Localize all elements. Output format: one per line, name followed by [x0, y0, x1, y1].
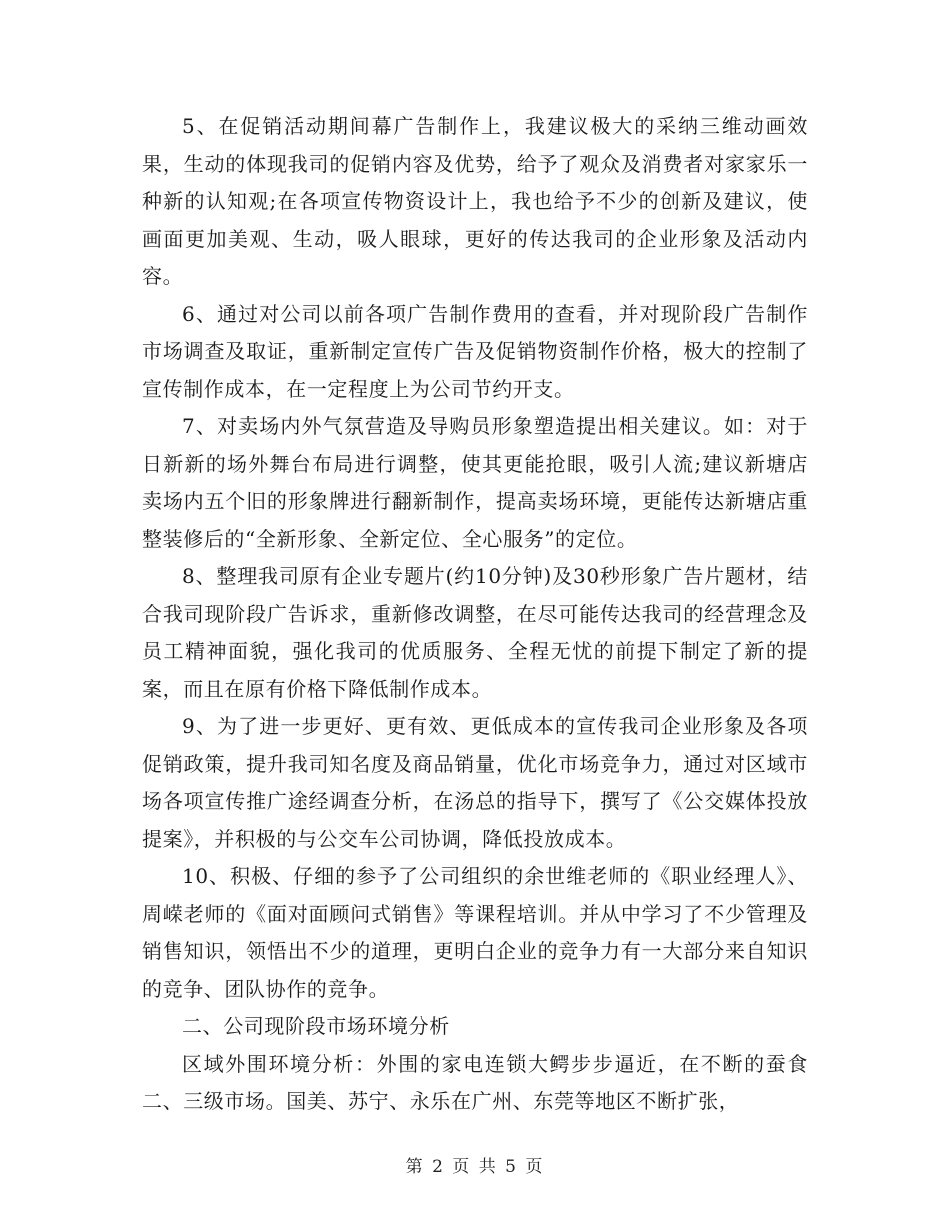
paragraph-market-analysis: 区域外围环境分析：外围的家电连锁大鳄步步逼近，在不断的蚕食二、三级市场。国美、苏宁、永乐在广州、东莞等地区不断扩张， [142, 1051, 808, 1113]
paragraph-item-5: 5、在促销活动期间幕广告制作上，我建议极大的采纳三维动画效果，生动的体现我司的促销内容及优势，给予了观众及消费者对家家乐一种新的认知观;在各项宣传物资设计上，我也给予不少的创新及建议，使画面更加美观、生动，吸人眼球，更好的传达我司的企业形象及活动内容。 [142, 114, 808, 288]
section-heading: 二、公司现阶段市场环境分析 [182, 1014, 450, 1038]
document-body [142, 108, 808, 1121]
paragraph-item-8: 8、整理我司原有企业专题片(约10分钟)及30秒形象广告片题材，结合我司现阶段广告诉求，重新修改调整，在尽可能传达我司的经营理念及员工精神面貌，强化我司的优质服务、全程无忧的前提下制定了新的提案，而且在原有价格下降低制作成本。 [142, 564, 808, 701]
page-number-footer: 第 2 页 共 5 页 [405, 1157, 545, 1177]
paragraph-item-6: 6、通过对公司以前各项广告制作费用的查看，并对现阶段广告制作市场调查及取证，重新制定宣传广告及促销物资制作价格，极大的控制了宣传制作成本，在一定程度上为公司节约开支。 [142, 301, 808, 401]
paragraph-item-9: 9、为了进一步更好、更有效、更低成本的宣传我司企业形象及各项促销政策，提升我司知名度及商品销量，优化市场竞争力，通过对区域市场各项宣传推广途经调查分析，在汤总的指导下，撰写了《公交媒体投放提案》，并积极的与公交车公司协调，降低投放成本。 [142, 714, 808, 851]
paragraph-item-10: 10、积极、仔细的参予了公司组织的余世维老师的《职业经理人》、周嵘老师的《面对面顾问式销售》等课程培训。并从中学习了不少管理及销售知识，领悟出不少的道理，更明白企业的竞争力有一大部分来自知识的竞争、团队协作的竞争。 [142, 864, 808, 1001]
paragraph-item-7: 7、对卖场内外气氛营造及导购员形象塑造提出相关建议。如：对于日新新的场外舞台布局进行调整，使其更能抢眼，吸引人流;建议新塘店卖场内五个旧的形象牌进行翻新制作，提高卖场环境，更能传达新塘店重整装修后的“全新形象、全新定位、全心服务”的定位。 [142, 414, 808, 551]
